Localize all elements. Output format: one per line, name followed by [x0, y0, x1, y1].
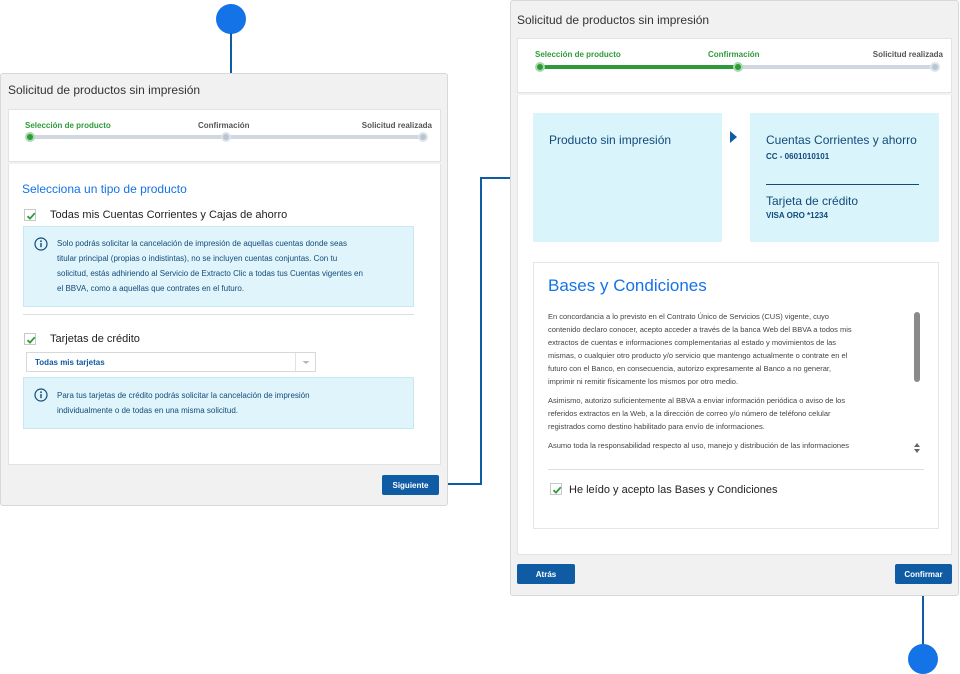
product-selection-card	[8, 164, 441, 465]
terms-line: Asumo toda la responsabilidad respecto al uso, manejo y distribución de las informaciones	[548, 441, 849, 450]
accounts-info-box	[23, 226, 414, 307]
confirmar-button[interactable]: Confirmar	[895, 564, 952, 584]
terms-divider	[548, 469, 924, 470]
step-label-seleccion: Selección de producto	[25, 121, 111, 130]
cards-select[interactable]	[26, 352, 316, 372]
step-label-confirmacion: Confirmación	[708, 50, 760, 59]
terms-line: referidos extractos en la Web, a la dirección de correo y/o número de teléfono celular	[548, 409, 831, 418]
info-line: Para tus tarjetas de crédito podrás solicitar la cancelación de impresión	[57, 391, 310, 400]
accounts-info-text	[57, 236, 409, 296]
scroll-arrows-icon[interactable]	[914, 442, 920, 454]
step-dot-confirmacion	[733, 62, 743, 72]
panel-title: Solicitud de productos sin impresión	[517, 13, 710, 27]
account-title: Cuentas Corrientes y ahorro	[766, 133, 917, 147]
info-line: el BBVA, como a aquellas que contrates en el futuro.	[57, 284, 245, 293]
callout-marker-top	[216, 4, 246, 34]
siguiente-button[interactable]: Siguiente	[382, 475, 439, 495]
cards-checkbox-label: Tarjetas de crédito	[50, 333, 140, 345]
info-line: Solo podrás solicitar la cancelación de impresión de aquellas cuentas donde seas	[57, 239, 347, 248]
progress-stepper	[8, 109, 441, 162]
step-label-seleccion: Selección de producto	[535, 50, 621, 59]
terms-heading: Bases y Condiciones	[548, 276, 707, 295]
info-icon	[34, 388, 48, 402]
card-number: VISA ORO *1234	[766, 211, 828, 220]
accept-terms-checkbox[interactable]	[550, 483, 562, 495]
product-divider	[766, 184, 919, 185]
callout-marker-bottom	[908, 644, 938, 674]
terms-box	[533, 262, 939, 529]
step-label-realizada: Solicitud realizada	[872, 50, 943, 59]
section-heading: Selecciona un tipo de producto	[22, 182, 187, 196]
info-line: solicitud, estás adhiriendo al Servicio de Extracto Clic a todas tus Cuentas vigentes en	[57, 269, 363, 278]
step-dot-seleccion	[25, 132, 35, 142]
connector-siguiente-v	[480, 177, 482, 485]
connector-top	[230, 33, 232, 73]
cards-checkbox[interactable]	[24, 333, 36, 345]
arrow-right-icon	[730, 131, 738, 143]
step-label-confirmacion: Confirmación	[198, 121, 250, 130]
selected-products-box	[750, 113, 939, 242]
terms-line: mismas, o cualquier otro producto y/o servicio que mantengo actualmente o contrate en el	[548, 351, 848, 360]
chevron-down-icon[interactable]	[295, 353, 315, 371]
product-box-title: Producto sin impresión	[549, 133, 672, 147]
cards-info-box	[23, 377, 414, 429]
cards-info-text	[57, 388, 409, 418]
step-dot-confirmacion	[221, 132, 231, 142]
info-icon	[34, 237, 48, 251]
progress-track-fill	[538, 65, 738, 69]
terms-line: futuro con el Banco, en consecuencia, autorizo expresamente al Banco a no generar,	[548, 364, 832, 373]
atras-button[interactable]: Atrás	[517, 564, 575, 584]
terms-scrollbar[interactable]	[914, 312, 920, 455]
confirmation-card	[517, 95, 952, 555]
left-panel	[0, 73, 448, 506]
step-dot-realizada	[418, 132, 428, 142]
terms-line: En concordancia a lo previsto en el Contrato Único de Servicios (CUS) vigente, cuyo	[548, 312, 829, 321]
terms-line: contenido declaro conocer, acepto acceder a través de la banca Web del BBVA a todos mis	[548, 325, 852, 334]
terms-line: extractos de cuentas e informaciones complementarias al estado y movimientos de las	[548, 338, 837, 347]
step-dot-realizada	[930, 62, 940, 72]
step-label-realizada: Solicitud realizada	[361, 121, 432, 130]
right-panel	[510, 0, 959, 596]
accept-terms-label: He leído y acepto las Bases y Condiciones	[569, 484, 778, 496]
accounts-checkbox-label: Todas mis Cuentas Corrientes y Cajas de ahorro	[50, 209, 288, 221]
info-line: titular principal (propias o indistintas), no se incluyen cuentas conjuntas. Con tu	[57, 254, 338, 263]
cards-select-value: Todas mis tarjetas	[35, 358, 105, 367]
terms-line: registrados como destino habilitado para envío de informaciones.	[548, 422, 765, 431]
panel-title: Solicitud de productos sin impresión	[8, 83, 201, 97]
accounts-checkbox[interactable]	[24, 209, 36, 221]
terms-line: Asimismo, autorizo suficientemente al BBVA a enviar información periódica o aviso de los	[548, 396, 846, 405]
account-number: CC - 0601010101	[766, 152, 830, 161]
step-dot-seleccion	[535, 62, 545, 72]
progress-stepper	[517, 38, 952, 93]
terms-line: imprimir ni remitir físicamente los mismos por otro medio.	[548, 377, 739, 386]
scrollbar-thumb[interactable]	[914, 312, 920, 382]
info-line: individualmente o de todas en una misma solicitud.	[57, 406, 238, 415]
card-title: Tarjeta de crédito	[766, 194, 859, 208]
terms-text	[548, 310, 914, 456]
product-box	[533, 113, 722, 242]
divider	[23, 314, 414, 315]
